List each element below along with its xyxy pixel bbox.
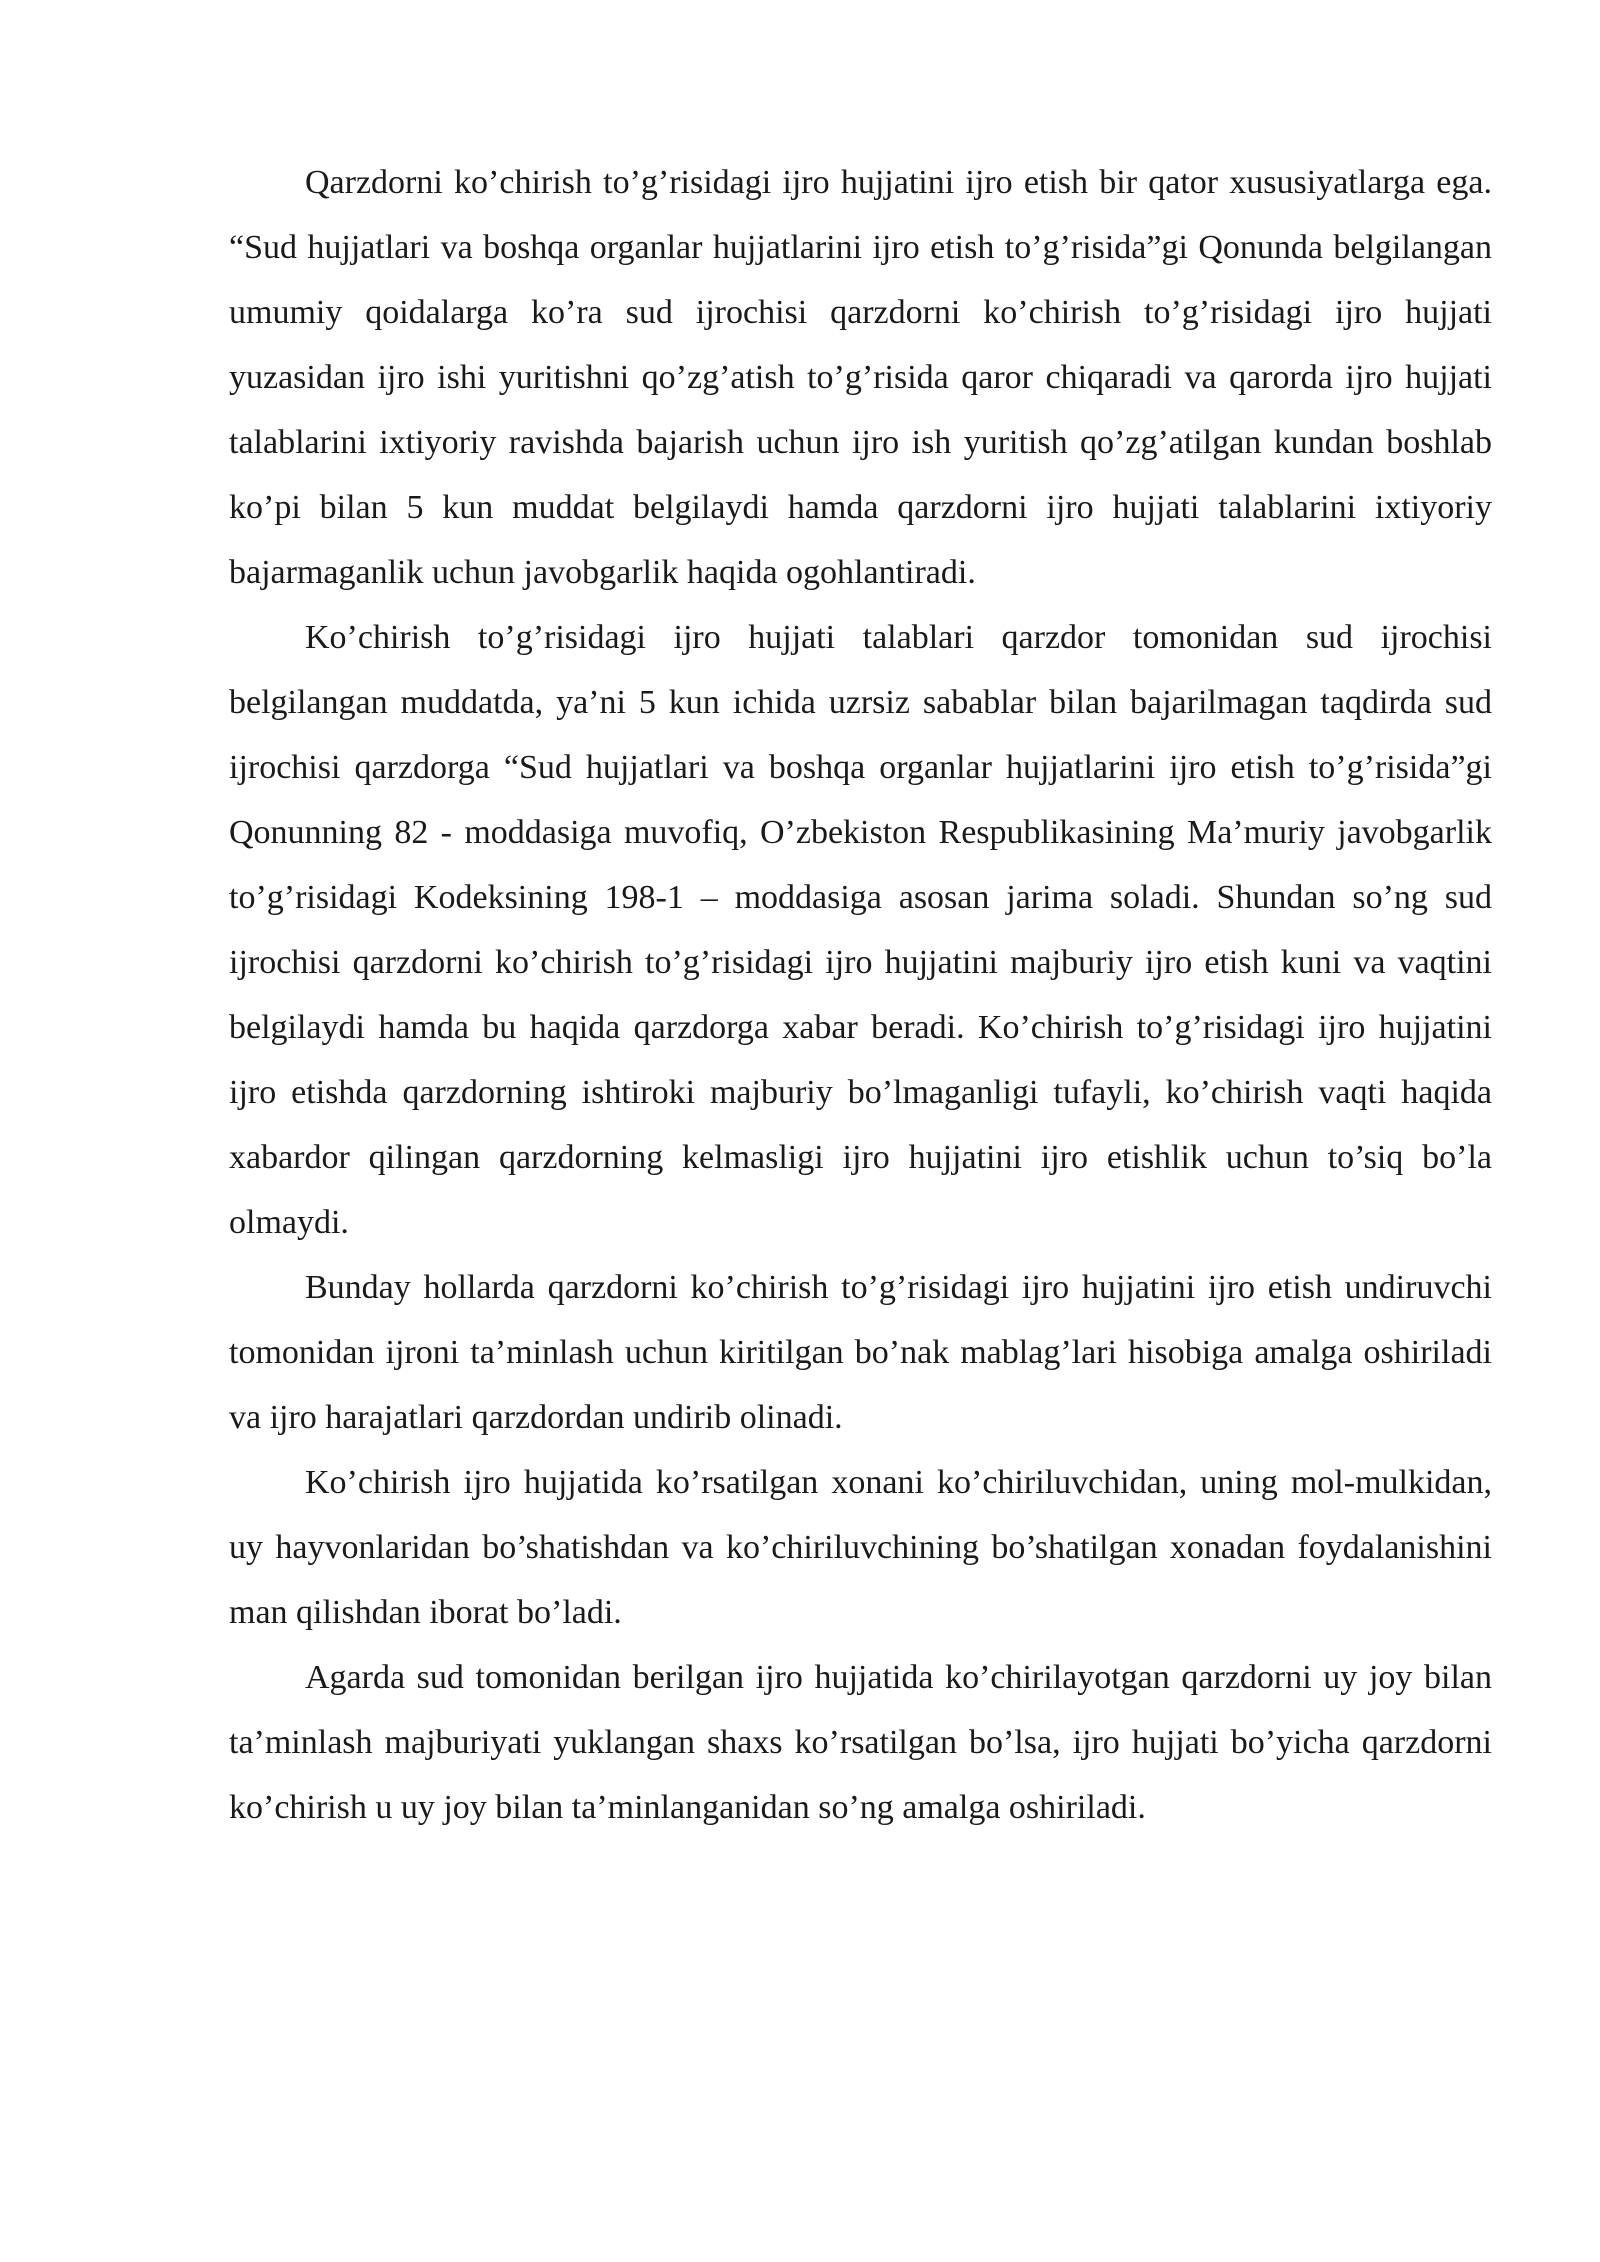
paragraph: Ko’chirish to’g’risidagi ijro hujjati talablari qarzdor tomonidan sud ijrochisi belgilangan muddatda, ya’ni 5 kun ichida uzrsiz sabablar bilan bajarilmagan taqdirda sud ijrochisi qarzdorga “Sud hujjatlari va boshqa organlar hujjatlarini ijro etish to’g’risida”gi Qonunning 82 - moddasiga muvofiq, O’zbekiston Respublikasining Ma’muriy javobgarlik to’g’risidagi Kodeksining 198-1 – moddasiga asosan jarima soladi. Shundan so’ng sud ijrochisi qarzdorni ko’chirish to’g’risidagi ijro hujjatini majburiy ijro etish kuni va vaqtini belgilaydi hamda bu haqida qarzdorga xabar beradi. Ko’chirish to’g’risidagi ijro hujjatini ijro etishda qarzdorning ishtiroki majburiy bo’lmaganligi tufayli, ko’chirish vaqti haqida xabardor qilingan qarzdorning kelmasligi ijro hujjatini ijro etishlik uchun to’siq bo’la olmaydi. xyxy=(229,619,1492,1241)
paragraph: Ko’chirish ijro hujjatida ko’rsatilgan xonani ko’chiriluvchidan, uning mol-mulkidan, uy hayvonlaridan bo’shatishdan va ko’chiriluvchining bo’shatilgan xonadan foydalanishini man qilishdan iborat bo’ladi. xyxy=(229,1464,1492,1631)
paragraph: Agarda sud tomonidan berilgan ijro hujjatida ko’chirilayotgan qarzdorni uy joy bilan ta’minlash majburiyati yuklangan shaxs ko’rsatilgan bo’lsa, ijro hujjati bo’yicha qarzdorni ko’chirish u uy joy bilan ta’minlanganidan so’ng amalga oshiriladi. xyxy=(229,1659,1492,1826)
document-body xyxy=(229,150,1492,1840)
paragraph: Qarzdorni ko’chirish to’g’risidagi ijro hujjatini ijro etish bir qator xususiyatlarga ega. “Sud hujjatlari va boshqa organlar hujjatlarini ijro etish to’g’risida”gi Qonunda belgilangan umumiy qoidalarga ko’ra sud ijrochisi qarzdorni ko’chirish to’g’risidagi ijro hujjati yuzasidan ijro ishi yuritishni qo’zg’atish to’g’risida qaror chiqaradi va qarorda ijro hujjati talablarini ixtiyoriy ravishda bajarish uchun ijro ish yuritish qo’zg’atilgan kundan boshlab ko’pi bilan 5 kun muddat belgilaydi hamda qarzdorni ijro hujjati talablarini ixtiyoriy bajarmaganlik uchun javobgarlik haqida ogohlantiradi. xyxy=(229,164,1492,591)
paragraph: Bunday hollarda qarzdorni ko’chirish to’g’risidagi ijro hujjatini ijro etish undiruvchi tomonidan ijroni ta’minlash uchun kiritilgan bo’nak mablag’lari hisobiga amalga oshiriladi va ijro harajatlari qarzdordan undirib olinadi. xyxy=(229,1269,1492,1436)
